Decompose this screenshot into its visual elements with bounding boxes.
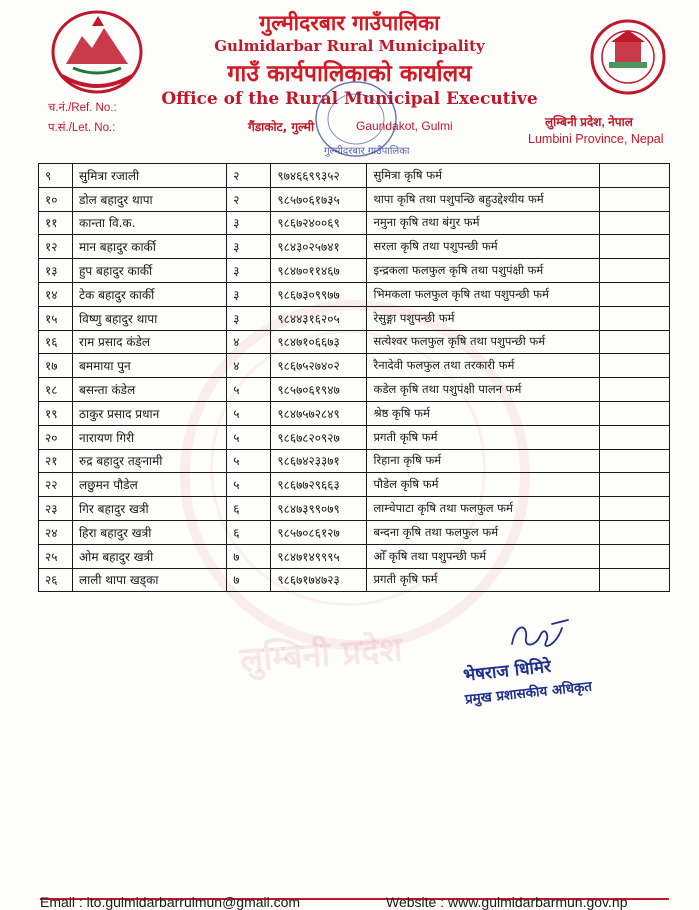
ward-number-cell: ५ xyxy=(227,378,271,402)
phone-number-cell: ९८४७१०६६७३ xyxy=(271,330,367,354)
remarks-cell xyxy=(599,497,669,521)
farm-name-cell: प्रगती कृषि फर्म xyxy=(367,425,599,449)
ward-number-cell: ५ xyxy=(227,425,271,449)
remarks-cell xyxy=(599,449,669,473)
remarks-cell xyxy=(599,401,669,425)
phone-number-cell: ९८४७५७२८४९ xyxy=(271,401,367,425)
table-row xyxy=(39,235,670,259)
farm-name-cell: ओँ कृषि तथा पशुपन्छी फर्म xyxy=(367,544,599,568)
farm-list-table xyxy=(38,163,670,592)
ward-number-cell: २ xyxy=(227,164,271,188)
remarks-cell xyxy=(599,568,669,592)
phone-number-cell: ९८४७०११४६७ xyxy=(271,259,367,283)
phone-number-cell: ९८६७४२३३७१ xyxy=(271,449,367,473)
ward-number-cell: ४ xyxy=(227,330,271,354)
remarks-cell xyxy=(599,473,669,497)
province-nepali: लुम्बिनी प्रदेश, नेपाल xyxy=(545,115,633,129)
phone-number-cell: ९८४७३९९०७९ xyxy=(271,497,367,521)
ward-number-cell: ५ xyxy=(227,449,271,473)
remarks-cell xyxy=(599,187,669,211)
farm-name-cell: सत्येश्वर फलफुल कृषि तथा पशुपन्छी फर्म xyxy=(367,330,599,354)
applicant-name-cell: रुद्र बहादुर तङ्नामी xyxy=(73,449,227,473)
applicant-name-cell: बममाया पुन xyxy=(73,354,227,378)
farm-name-cell: रैनादेवी फलफुल तथा तरकारी फर्म xyxy=(367,354,599,378)
province-english: Lumbini Province, Nepal xyxy=(528,132,664,146)
remarks-cell xyxy=(599,211,669,235)
table-row xyxy=(39,259,670,283)
remarks-cell xyxy=(599,282,669,306)
signatory-designation: प्रमुख प्रशासकीय अधिकृत xyxy=(464,678,593,708)
remarks-cell xyxy=(599,164,669,188)
office-title-nepali: गाउँ कार्यपालिकाको कार्यालय xyxy=(227,61,472,87)
phone-number-cell: ९८६७१७४७२३ xyxy=(271,568,367,592)
applicant-name-cell: मान बहादुर कार्की xyxy=(73,235,227,259)
serial-number-cell: २१ xyxy=(39,449,73,473)
remarks-cell xyxy=(599,235,669,259)
serial-number-cell: २३ xyxy=(39,497,73,521)
table-row xyxy=(39,164,670,188)
phone-number-cell: ९८४७१४९९९५ xyxy=(271,544,367,568)
farm-name-cell: श्रेष्ठ कृषि फर्म xyxy=(367,401,599,425)
applicant-name-cell: टेक बहादुर कार्की xyxy=(73,282,227,306)
table-row xyxy=(39,211,670,235)
municipality-title-nepali: गुल्मीदरबार गाउँपालिका xyxy=(259,11,440,35)
ward-number-cell: ७ xyxy=(227,544,271,568)
phone-number-cell: ९८६७५२७४०२ xyxy=(271,354,367,378)
ref-number-label: च.नं./Ref. No.: xyxy=(48,102,117,114)
phone-number-cell: ९८४३०२५७४१ xyxy=(271,235,367,259)
remarks-cell xyxy=(599,259,669,283)
ward-number-cell: ४ xyxy=(227,354,271,378)
applicant-name-cell: गिर बहादुर खत्री xyxy=(73,497,227,521)
serial-number-cell: २२ xyxy=(39,473,73,497)
applicant-name-cell: लछुमन पौडेल xyxy=(73,473,227,497)
serial-number-cell: २६ xyxy=(39,568,73,592)
farm-name-cell: भिमकला फलफुल कृषि तथा पशुपन्छी फर्म xyxy=(367,282,599,306)
letter-number-label: प.सं./Let. No.: xyxy=(48,122,116,134)
serial-number-cell: १९ xyxy=(39,401,73,425)
applicant-name-cell: सुमित्रा रजाली xyxy=(73,164,227,188)
phone-number-cell: ९८५७०६१७३५ xyxy=(271,187,367,211)
farm-name-cell: प्रगती कृषि फर्म xyxy=(367,568,599,592)
farm-name-cell: बन्दना कृषि तथा फलफुल फर्म xyxy=(367,520,599,544)
table-row xyxy=(39,544,670,568)
table-row xyxy=(39,401,670,425)
footer-email: Email : ito.gulmidarbarrulmun@gmail.com xyxy=(40,894,301,910)
remarks-cell xyxy=(599,520,669,544)
remarks-cell xyxy=(599,425,669,449)
applicant-name-cell: लाली थापा खड्का xyxy=(73,568,227,592)
table-row xyxy=(39,568,670,592)
applicant-name-cell: ओम बहादुर खत्री xyxy=(73,544,227,568)
municipality-title-english: Gulmidarbar Rural Municipality xyxy=(214,37,485,55)
farm-name-cell: लाम्चेपाटा कृषि तथा फलफुल फर्म xyxy=(367,497,599,521)
applicant-name-cell: ठाकुर प्रसाद प्रधान xyxy=(73,401,227,425)
table-row xyxy=(39,497,670,521)
watermark-text: लुम्बिनी प्रदेश xyxy=(238,629,404,681)
serial-number-cell: १० xyxy=(39,187,73,211)
table-row xyxy=(39,187,670,211)
farm-name-cell: थापा कृषि तथा पशुपन्छि बहुउद्देश्यीय फर्म xyxy=(367,187,599,211)
serial-number-cell: १४ xyxy=(39,282,73,306)
remarks-cell xyxy=(599,544,669,568)
phone-number-cell: ९८६७२४००६९ xyxy=(271,211,367,235)
applicant-name-cell: कान्ता वि.क. xyxy=(73,211,227,235)
serial-number-cell: १५ xyxy=(39,306,73,330)
farm-name-cell: नमुना कृषि तथा बंगुर फर्म xyxy=(367,211,599,235)
ward-number-cell: ३ xyxy=(227,282,271,306)
serial-number-cell: २५ xyxy=(39,544,73,568)
table-row xyxy=(39,425,670,449)
office-stamp-text: गुल्मीदरबार गाउँपालिका xyxy=(324,146,410,157)
ward-number-cell: २ xyxy=(227,187,271,211)
address-english: Gaundakot, Gulmi xyxy=(356,119,453,133)
phone-number-cell: ९७४६६९९३५२ xyxy=(271,164,367,188)
ward-number-cell: ६ xyxy=(227,497,271,521)
serial-number-cell: १३ xyxy=(39,259,73,283)
ward-number-cell: ३ xyxy=(227,211,271,235)
ward-number-cell: ६ xyxy=(227,520,271,544)
phone-number-cell: ९८५७०६१९४७ xyxy=(271,378,367,402)
applicant-name-cell: डोल बहादुर थापा xyxy=(73,187,227,211)
applicant-name-cell: बसन्ता कंडेल xyxy=(73,378,227,402)
farm-name-cell: सरला कृषि तथा पशुपन्छी फर्म xyxy=(367,235,599,259)
signatory-name: भेषराज धिमिरे xyxy=(462,656,552,686)
applicant-name-cell: हुप बहादुर कार्की xyxy=(73,259,227,283)
table-row xyxy=(39,449,670,473)
ward-number-cell: ३ xyxy=(227,259,271,283)
address-nepali: गैंडाकोट, गुल्मी xyxy=(248,120,315,134)
farm-name-cell: पौडेल कृषि फर्म xyxy=(367,473,599,497)
ward-number-cell: ७ xyxy=(227,568,271,592)
applicant-name-cell: विष्णु बहादुर थापा xyxy=(73,306,227,330)
farm-name-cell: कडेल कृषि तथा पशुपंक्षी पालन फर्म xyxy=(367,378,599,402)
serial-number-cell: ९ xyxy=(39,164,73,188)
applicant-name-cell: हिरा बहादुर खत्री xyxy=(73,520,227,544)
serial-number-cell: २४ xyxy=(39,520,73,544)
ward-number-cell: ३ xyxy=(227,306,271,330)
ward-number-cell: ५ xyxy=(227,401,271,425)
table-row xyxy=(39,354,670,378)
farm-name-cell: इन्द्रकला फलफुल कृषि तथा पशुपंक्षी फर्म xyxy=(367,259,599,283)
farm-name-cell: सुमित्रा कृषि फर्म xyxy=(367,164,599,188)
serial-number-cell: ११ xyxy=(39,211,73,235)
phone-number-cell: ९८५७०८६१२७ xyxy=(271,520,367,544)
ward-number-cell: ५ xyxy=(227,473,271,497)
phone-number-cell: ९८६७७२९६६३ xyxy=(271,473,367,497)
serial-number-cell: १८ xyxy=(39,378,73,402)
footer-website: Website : www.gulmidarbarmun.gov.np xyxy=(386,894,628,910)
remarks-cell xyxy=(599,378,669,402)
phone-number-cell: ९८४४३१६२०५ xyxy=(271,306,367,330)
table-row xyxy=(39,520,670,544)
table-row xyxy=(39,473,670,497)
serial-number-cell: १६ xyxy=(39,330,73,354)
table-row xyxy=(39,306,670,330)
farm-list-body xyxy=(39,164,670,592)
remarks-cell xyxy=(599,354,669,378)
farm-name-cell: रिहाना कृषि फर्म xyxy=(367,449,599,473)
serial-number-cell: १७ xyxy=(39,354,73,378)
applicant-name-cell: राम प्रसाद कंडेल xyxy=(73,330,227,354)
signature-scribble-icon xyxy=(506,616,574,656)
table-row xyxy=(39,330,670,354)
remarks-cell xyxy=(599,330,669,354)
farm-name-cell: रेसुङ्गा पशुपन्छी फर्म xyxy=(367,306,599,330)
applicant-name-cell: नारायण गिरी xyxy=(73,425,227,449)
phone-number-cell: ९८६७३०९९७७ xyxy=(271,282,367,306)
ward-number-cell: ३ xyxy=(227,235,271,259)
table-row xyxy=(39,378,670,402)
table-row xyxy=(39,282,670,306)
phone-number-cell: ९८६७८२०९२७ xyxy=(271,425,367,449)
office-title-english: Office of the Rural Municipal Executive xyxy=(161,89,538,109)
remarks-cell xyxy=(599,306,669,330)
serial-number-cell: २० xyxy=(39,425,73,449)
serial-number-cell: १२ xyxy=(39,235,73,259)
